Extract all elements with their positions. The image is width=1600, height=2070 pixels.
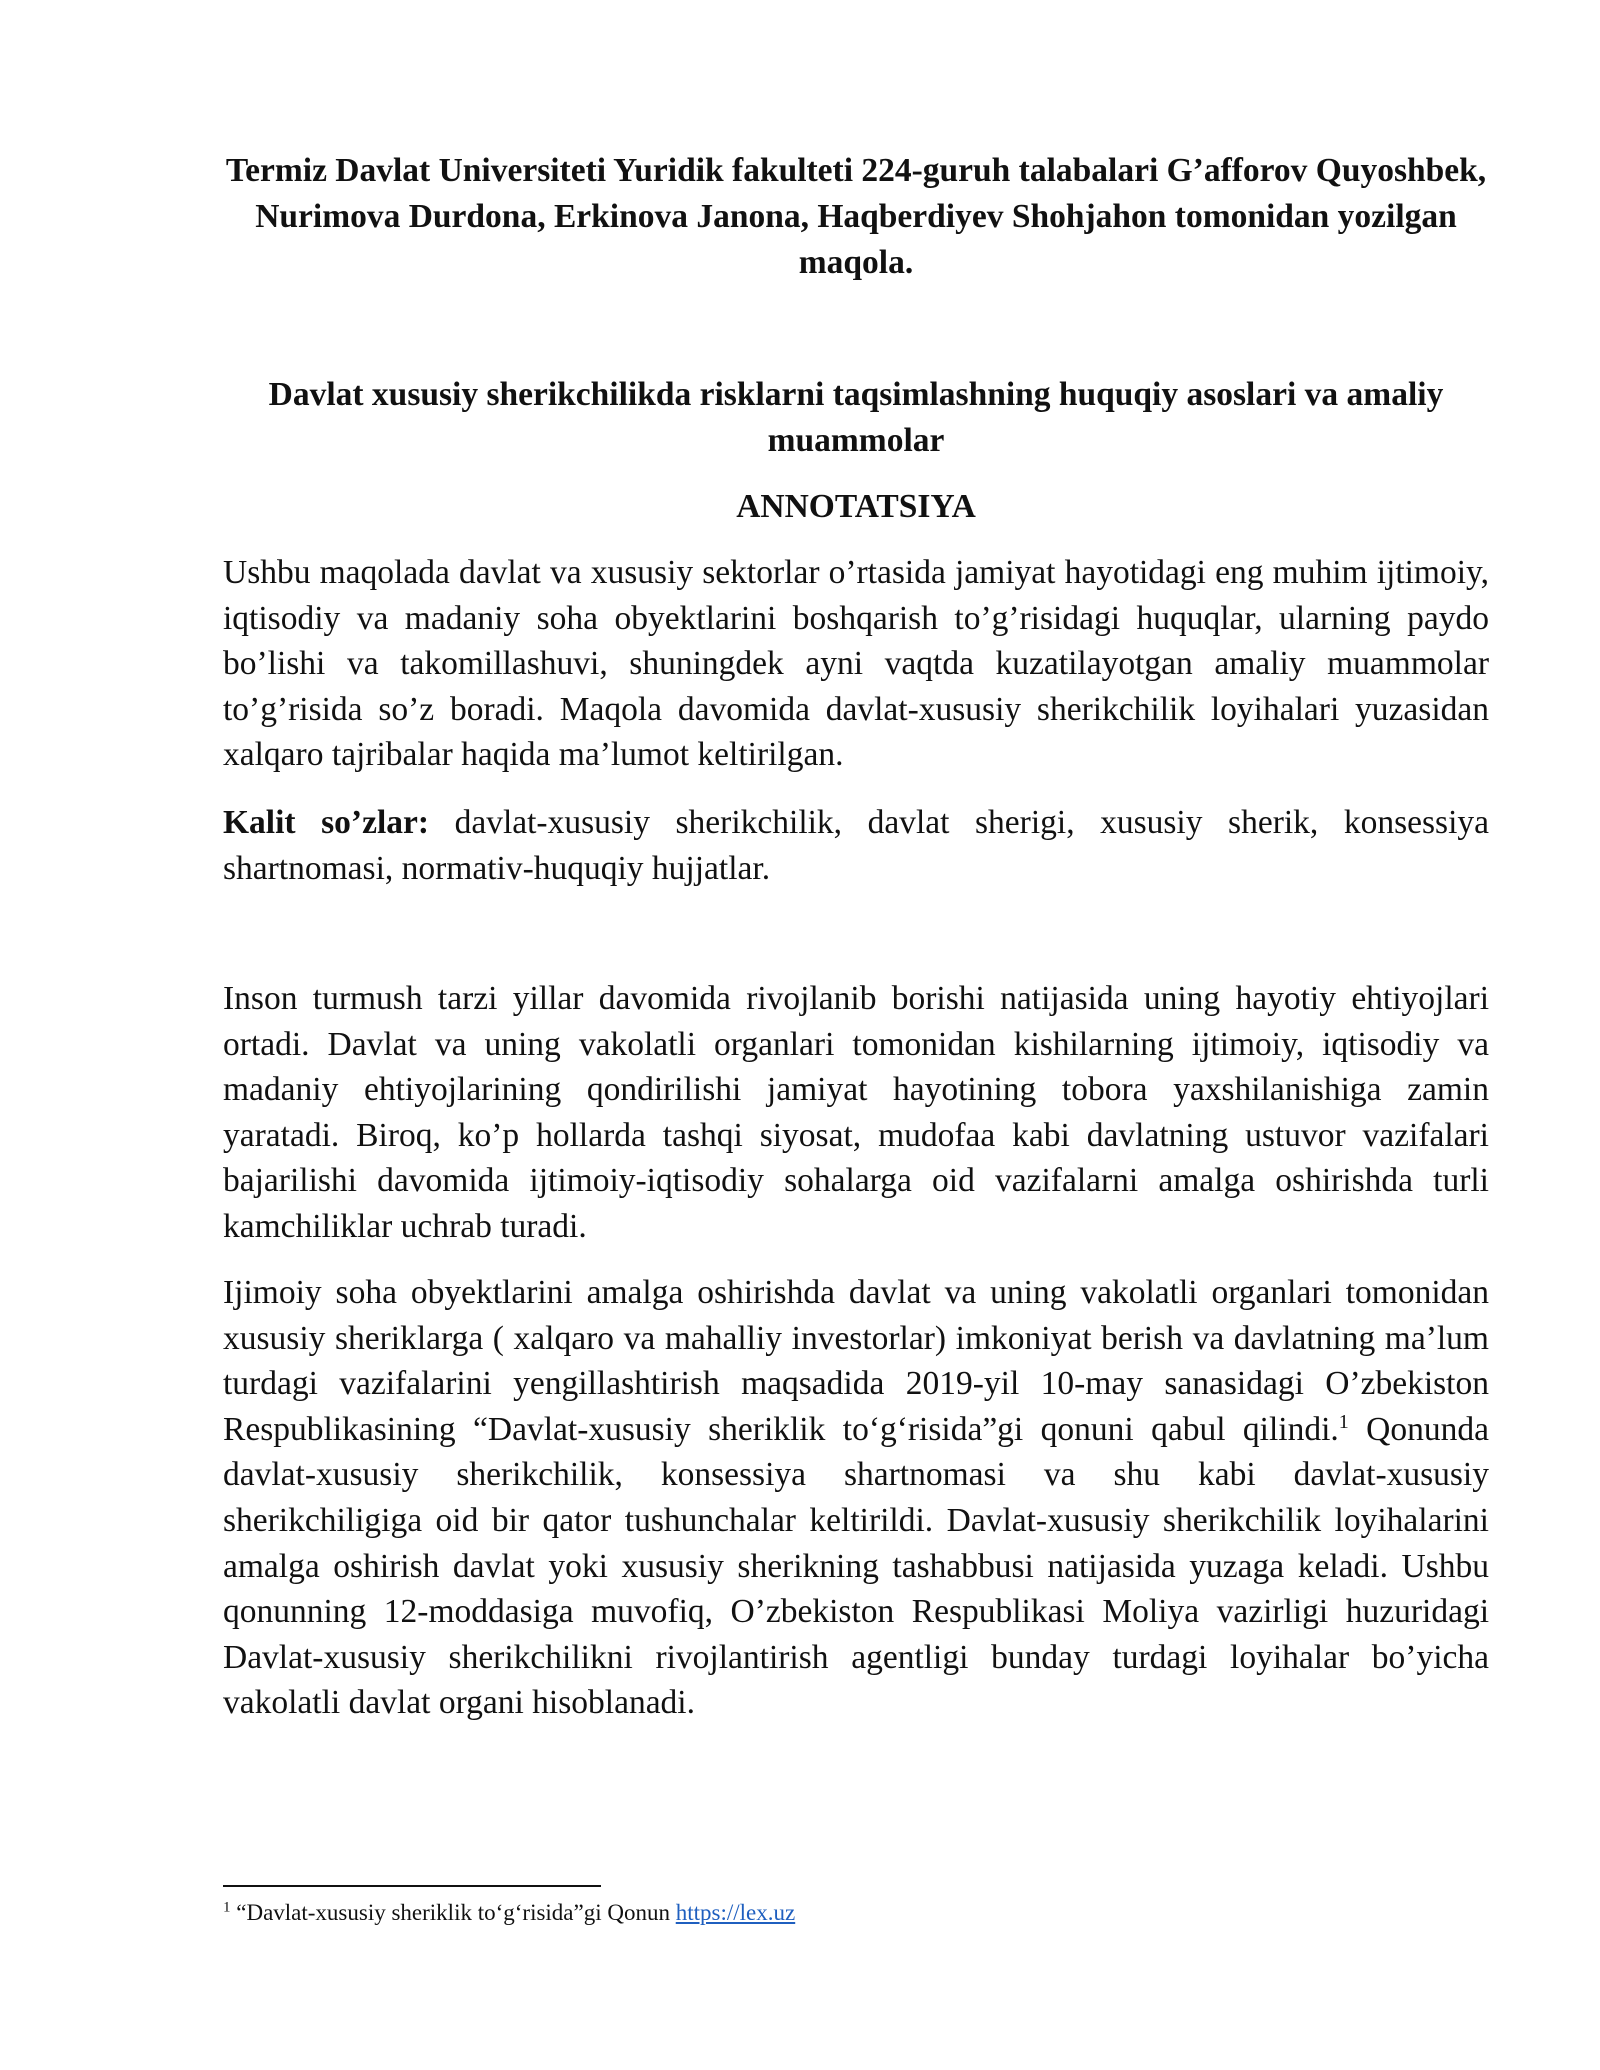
body-paragraph-2-end: Qonunda davlat-xususiy sherikchilik, konsessiya shartnomasi va shu kabi davlat-xususiy sherikchiligiga oid bir qator tushunchalar keltirildi. Davlat-xususiy sherikchilik loyihalarini amalga oshirish davlat yoki xususiy sherikning tashabbusi natijasida yuzaga keladi. Ushbu qonunning 12-moddasiga muvofiq, O’zbekiston Respublikasi Moliya vazirligi huzuridagi Davlat-xususiy sherikchilikni rivojlantirish agentligi bunday turdagi loyihalar bo’yicha vakolatli davlat organi hisoblanadi. [223, 1410, 1489, 1722]
article-title: Davlat xususiy sherikchilikda risklarni taqsimlashning huquqiy asoslari va amaliy muammolar [268, 376, 1444, 459]
author-note: Termiz Davlat Universiteti Yuridik fakulteti 224-guruh talabalari G’afforov Quyoshbek, Nurimova Durdona, Erkinova Janona, Haqberdiyev Shohjahon tomonidan yozilgan maqola. [225, 152, 1487, 281]
footnote-link[interactable]: https://lex.uz [675, 1900, 796, 1925]
keywords-paragraph [223, 800, 1489, 891]
body-paragraph-1: Inson turmush tarzi yillar davomida rivojlanib borishi natijasida uning hayotiy ehtiyojlari ortadi. Davlat va uning vakolatli organlari tomonidan kishilarning ijtimoiy, iqtisodiy va madaniy ehtiyojlarining qondirilishi jamiyat hayotining tobora yaxshilanishiga zamin yaratadi. Biroq, ko’p hollarda tashqi siyosat, mudofaa kabi davlatning ustuvor vazifalari bajarilishi davomida ijtimoiy-iqtisodiy sohalarga oid vazifalarni amalga oshirishda turli kamchiliklar uchrab turadi. [223, 980, 1489, 1245]
body-paragraph-2 [223, 1270, 1489, 1726]
footnote-reference[interactable]: 1 [1338, 1410, 1349, 1433]
keywords-text: davlat-xususiy sherikchilik, davlat sherigi, xususiy sherik, konsessiya shartnomasi, normativ-huquqiy hujjatlar. [223, 804, 1489, 887]
footnote [223, 1898, 1489, 1928]
body-paragraph-2-start: Ijimoiy soha obyektlarini amalga oshirishda davlat va uning vakolatli organlari tomonidan xususiy sheriklarga ( xalqaro va mahalliy investorlar) imkoniyat berish va davlatning ma’lum turdagi vazifalarini yengillashtirish maqsadida 2019-yil 10-may sanasidagi O’zbekiston Respublikasining “Davlat-xususiy sheriklik to‘g‘risida”gi qonuni qabul qilindi. [223, 1274, 1489, 1448]
footnote-separator [223, 1885, 601, 1887]
footnote-text: “Davlat-xususiy sheriklik to‘g‘risida”gi Qonun [230, 1900, 676, 1925]
footnote-mark: 1 [223, 1899, 231, 1916]
annotation-heading: ANNOTATSIYA [736, 488, 976, 525]
keywords-label: Kalit so’zlar: [223, 804, 430, 841]
abstract-paragraph: Ushbu maqolada davlat va xususiy sektorlar o’rtasida jamiyat hayotidagi eng muhim ijtimoiy, iqtisodiy va madaniy soha obyektlarini boshqarish to’g’risidagi huquqlar, ularning paydo bo’lishi va takomillashuvi, shuningdek ayni vaqtda kuzatilayotgan amaliy muammolar to’g’risida so’z boradi. Maqola davomida davlat-xususiy sherikchilik loyihalari yuzasidan xalqaro tajribalar haqida ma’lumot keltirilgan. [223, 554, 1489, 774]
